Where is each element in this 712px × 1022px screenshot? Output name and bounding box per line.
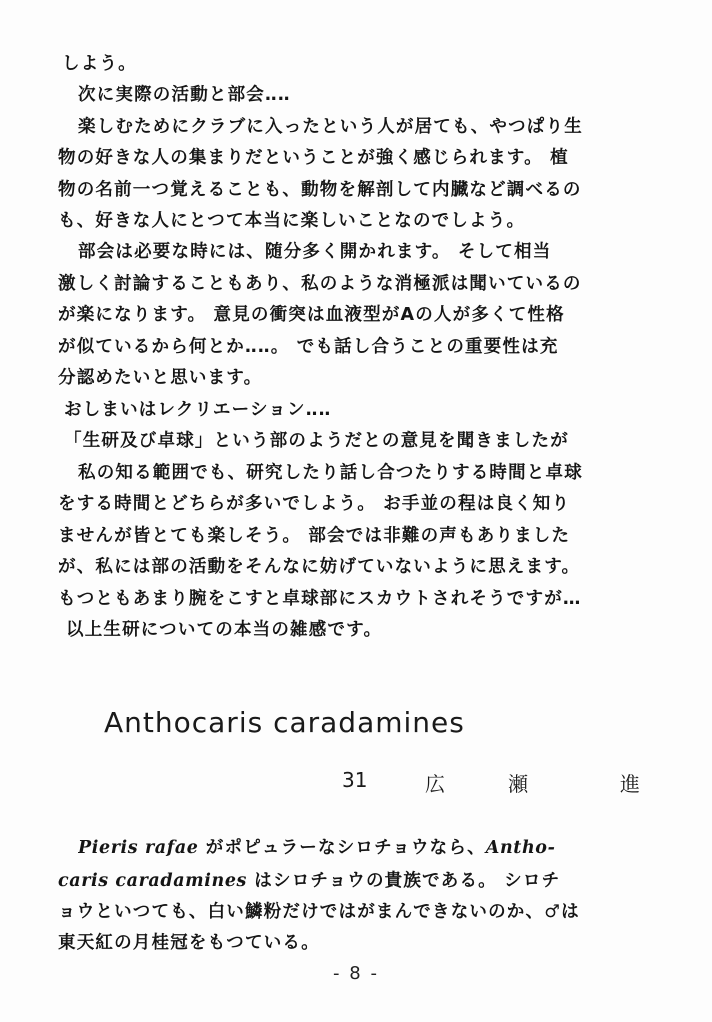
text-line: 楽しむためにクラブに入ったという人が居ても、やつぱり生 <box>78 117 583 137</box>
article-line <box>58 869 668 893</box>
text-line: が、私には部の活動をそんなに妨げていないように思えます。 <box>58 557 581 577</box>
text-line: 「生研及び卓球」という部のようだとの意見を聞きましたが <box>64 431 569 451</box>
article-line: 東天紅の月桂冠をもつている。 <box>58 933 320 953</box>
author-name-char: 広 <box>425 772 445 796</box>
author-class-number: 31 <box>342 768 368 792</box>
species-name: caris caradamines <box>58 871 248 891</box>
text-line: 私の知る範囲でも、研究したり話し合つたりする時間と卓球 <box>78 463 583 483</box>
text-line: おしまいはレクリエーション‥‥ <box>64 400 332 420</box>
article-title: Anthocaris caradamines <box>104 706 465 739</box>
text-line: 次に実際の活動と部会‥‥ <box>78 85 291 105</box>
text-line: 激しく討論することもあり、私のような消極派は聞いているの <box>58 274 582 294</box>
text-line: をする時間とどちらが多いでしよう。 お手並の程は良く知り <box>58 494 571 514</box>
text-line: も、好きな人にとつて本当に楽しいことなのでしよう。 <box>58 211 526 231</box>
text-line: しよう。 <box>62 54 137 74</box>
text-line: 以上生研についての本当の雑感です。 <box>66 620 383 640</box>
text-line: 部会は必要な時には、随分多く開かれます。 そして相当 <box>78 242 552 262</box>
author-name-char: 進 <box>620 772 640 796</box>
article-text: がポピュラーなシロチョウなら、 <box>198 838 486 858</box>
text-line: 分認めたいと思います。 <box>58 368 263 388</box>
text-line: 物の名前一つ覚えることも、動物を解剖して内臓など調べるの <box>58 180 582 200</box>
text-line: 物の好きな人の集まりだということが強く感じられます。 植 <box>58 148 569 168</box>
page-number: - 8 - <box>333 963 379 984</box>
text-line: が似ているから何とか‥‥。 でも話し合うことの重要性は充 <box>58 337 559 357</box>
species-name: Pieris rafae <box>78 838 199 858</box>
text-line: ませんが皆とても楽しそう。 部会では非難の声もありました <box>58 526 571 546</box>
article-text: はシロチョウの貴族である。 シロチ <box>247 871 561 891</box>
author-name-char: 瀬 <box>508 772 528 796</box>
text-line: が楽になります。 意見の衝突は血液型がAの人が多くて性格 <box>58 305 565 325</box>
text-line: もつともあまり腕をこすと卓球部にスカウトされそうですが… <box>58 589 582 609</box>
species-name: Antho- <box>485 838 556 858</box>
article-line <box>78 836 688 860</box>
article-line: ョウといつても、白い鱗粉だけではがまんできないのか、♂は <box>58 902 580 922</box>
